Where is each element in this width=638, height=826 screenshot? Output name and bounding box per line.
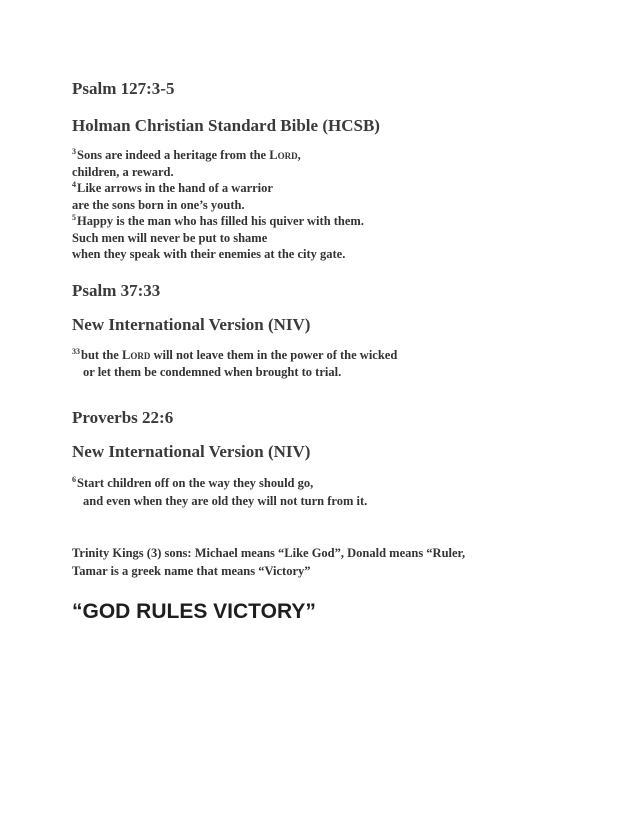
verse-number: 6 (72, 474, 76, 484)
section-reference-proverbs-22: Proverbs 22:6 (72, 408, 174, 427)
verse-line: $^3$Sons are indeed a heritage from the Lord, (72, 146, 301, 162)
verse-line: and even when they are old they will not turn from it. (83, 494, 368, 508)
section-version-niv: New International Version (NIV) (72, 442, 311, 461)
closing-banner: “GOD RULES VICTORY” (72, 600, 316, 623)
verse-line: children, a reward. (72, 165, 174, 179)
section-reference-psalm-127: Psalm 127:3-5 (72, 79, 175, 98)
section-version-hcsb: Holman Christian Standard Bible (HCSB) (72, 116, 380, 135)
verse-line: $^6$Start children off on the way they should go, (72, 474, 314, 490)
verse-line: are the sons born in one’s youth. (72, 198, 245, 212)
name-meaning-note: Trinity Kings (3) sons: Michael means “Like God”, Donald means “Ruler, (72, 546, 466, 560)
verse-number: 4 (72, 179, 76, 189)
verse-line: $^{33}$but the Lord will not leave them in the power of the wicked (72, 346, 398, 362)
verse-line: when they speak with their enemies at the city gate. (72, 247, 346, 261)
verse-number: 3 (72, 146, 76, 156)
divine-name: Lord (121, 348, 151, 362)
verse-number: 5 (72, 212, 76, 222)
verse-line: $^5$Happy is the man who has filled his quiver with them. (72, 212, 364, 228)
verse-line: $^4$Like arrows in the hand of a warrior (72, 179, 273, 195)
verse-number: 33 (72, 346, 80, 356)
verse-line: Such men will never be put to shame (72, 231, 268, 245)
verse-line: or let them be condemned when brought to trial. (83, 365, 342, 379)
name-meaning-note: Tamar is a greek name that means “Victory” (72, 564, 311, 578)
section-version-niv: New International Version (NIV) (72, 315, 311, 334)
section-reference-psalm-37: Psalm 37:33 (72, 281, 161, 300)
divine-name: Lord (269, 148, 298, 162)
